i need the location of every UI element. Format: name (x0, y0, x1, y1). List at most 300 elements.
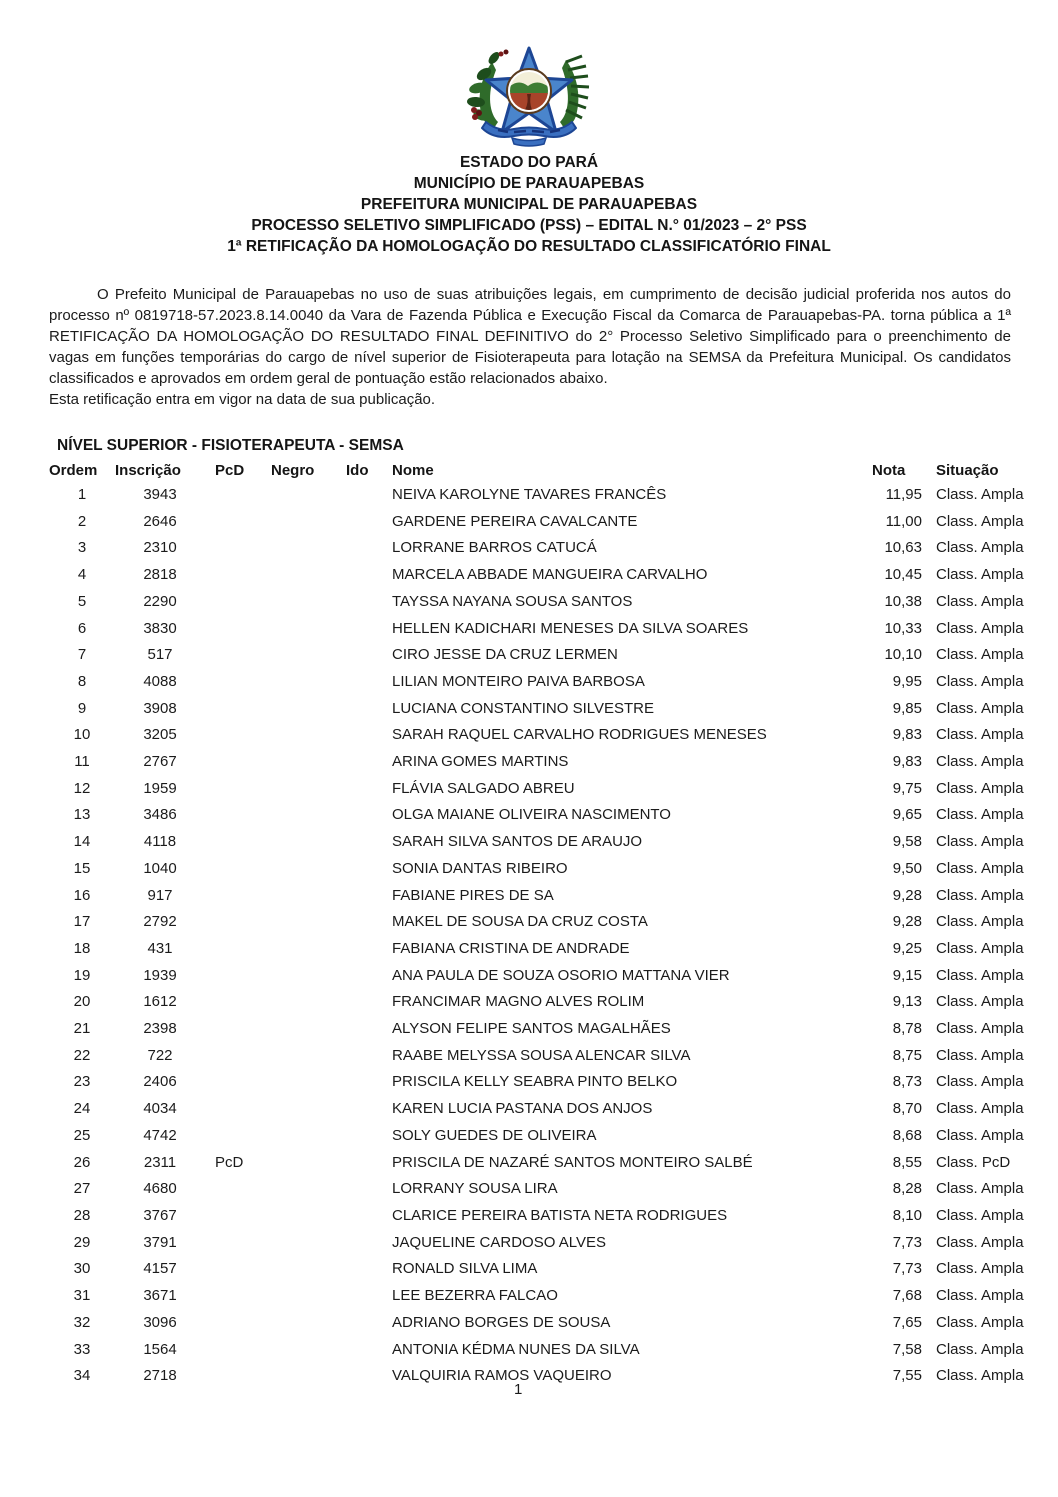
cell-ido (337, 722, 386, 749)
cell-ido (337, 509, 386, 536)
cell-situacao: Class. Ampla (936, 1100, 1024, 1118)
cell-situacao: Class. Ampla (936, 1233, 1024, 1251)
cell-negro (265, 616, 337, 643)
cell-ido (337, 1337, 386, 1364)
header-line-retificacao: 1ª RETIFICAÇÃO DA HOMOLOGAÇÃO DO RESULTADO CLASSIFICATÓRIO FINAL (227, 238, 831, 255)
table-row (49, 936, 1058, 963)
cell-inscricao: 4680 (143, 1180, 177, 1198)
cell-ido (337, 562, 386, 589)
cell-ido (337, 936, 386, 963)
cell-situacao: Class. Ampla (936, 913, 1024, 931)
cell-nota: 9,95 (892, 672, 922, 690)
cell-negro (265, 1043, 337, 1070)
cell-negro (265, 909, 337, 936)
table-row (49, 1150, 1058, 1177)
table-row (49, 642, 1058, 669)
cell-pcd (205, 909, 265, 936)
cell-ordem: 2 (77, 512, 87, 530)
cell-ido (337, 589, 386, 616)
document-header (0, 152, 1058, 257)
cell-inscricao: 1040 (143, 859, 177, 877)
table-row (49, 776, 1058, 803)
cell-nota: 11,00 (885, 512, 922, 530)
emblem-circle-icon (507, 69, 551, 113)
cell-negro (265, 1310, 337, 1337)
cell-inscricao: 2718 (143, 1367, 177, 1385)
table-row (49, 722, 1058, 749)
cell-inscricao: 3908 (143, 699, 177, 717)
cell-nota: 7,65 (892, 1313, 922, 1331)
cell-situacao: Class. Ampla (936, 1180, 1024, 1198)
cell-nota: 9,15 (892, 966, 922, 984)
cell-nota: 8,68 (892, 1126, 922, 1144)
cell-nome: MAKEL DE SOUSA DA CRUZ COSTA (392, 913, 648, 931)
cell-ordem: 21 (73, 1020, 91, 1038)
cell-situacao: Class. Ampla (936, 1126, 1024, 1144)
cell-nota: 10,45 (884, 566, 922, 584)
cell-pcd (205, 1283, 265, 1310)
cell-nota: 10,63 (884, 539, 922, 557)
table-row (49, 1256, 1058, 1283)
cell-ordem: 4 (77, 566, 87, 584)
cell-nome: CLARICE PEREIRA BATISTA NETA RODRIGUES (392, 1206, 728, 1224)
cell-nome: SARAH SILVA SANTOS DE ARAUJO (392, 833, 643, 851)
cell-ido (337, 1176, 386, 1203)
cell-nota: 7,55 (892, 1367, 922, 1385)
cell-nome: SARAH RAQUEL CARVALHO RODRIGUES MENESES (392, 726, 767, 744)
cell-nota: 9,28 (892, 913, 922, 931)
cell-nome: ARINA GOMES MARTINS (392, 753, 569, 771)
cell-inscricao: 4157 (143, 1260, 177, 1278)
cell-situacao: Class. Ampla (936, 939, 1024, 957)
cell-nota: 9,83 (892, 753, 922, 771)
cell-negro (265, 642, 337, 669)
cell-pcd (205, 669, 265, 696)
cell-inscricao: 2406 (143, 1073, 177, 1091)
cell-ordem: 5 (77, 592, 87, 610)
cell-ordem: 7 (77, 646, 87, 664)
table-row (49, 883, 1058, 910)
cell-ido (337, 642, 386, 669)
cell-negro (265, 669, 337, 696)
table-row (49, 989, 1058, 1016)
cell-inscricao: 4118 (143, 833, 177, 851)
table-row (49, 963, 1058, 990)
cell-ido (337, 883, 386, 910)
cell-inscricao: 4034 (143, 1100, 177, 1118)
cell-ordem: 8 (77, 672, 87, 690)
header-line-processo: PROCESSO SELETIVO SIMPLIFICADO (PSS) – EDITAL N.° 01/2023 – 2° PSS (251, 217, 807, 234)
table-row (49, 696, 1058, 723)
cell-situacao: Class. Ampla (936, 886, 1024, 904)
table-row (49, 1310, 1058, 1337)
cell-ordem: 14 (73, 833, 91, 851)
cell-inscricao: 1959 (143, 779, 177, 797)
table-row (49, 1069, 1058, 1096)
cell-ordem: 12 (73, 779, 91, 797)
cell-negro (265, 509, 337, 536)
cell-ordem: 3 (77, 539, 87, 557)
cell-ordem: 15 (73, 859, 91, 877)
table-row (49, 1016, 1058, 1043)
cell-pcd (205, 829, 265, 856)
cell-nome: LORRANY SOUSA LIRA (392, 1180, 558, 1198)
cell-ordem: 34 (73, 1367, 91, 1385)
cell-negro (265, 883, 337, 910)
table-row (49, 1230, 1058, 1257)
cell-inscricao: 3205 (143, 726, 177, 744)
cell-inscricao: 2767 (143, 753, 177, 771)
cell-situacao: Class. Ampla (936, 1073, 1024, 1091)
cell-nome: FRANCIMAR MAGNO ALVES ROLIM (392, 993, 645, 1011)
cell-situacao: Class. Ampla (936, 1206, 1024, 1224)
cell-nome: KAREN LUCIA PASTANA DOS ANJOS (392, 1100, 653, 1118)
page-number: 1 (514, 1381, 523, 1398)
cell-nota: 9,13 (892, 993, 922, 1011)
cell-inscricao: 3671 (143, 1287, 177, 1305)
cell-nota: 10,10 (884, 646, 922, 664)
table-row (49, 749, 1058, 776)
cell-inscricao: 3830 (143, 619, 177, 637)
header-line-municipio: MUNICÍPIO DE PARAUAPEBAS (413, 175, 645, 192)
table-row (49, 535, 1058, 562)
cell-ido (337, 1310, 386, 1337)
cell-ordem: 28 (73, 1206, 91, 1224)
cell-ido (337, 1203, 386, 1230)
table-row (49, 1176, 1058, 1203)
table-row (49, 856, 1058, 883)
cell-negro (265, 562, 337, 589)
cell-ordem: 32 (73, 1313, 91, 1331)
cell-ido (337, 829, 386, 856)
results-table (49, 459, 1058, 1390)
cell-situacao: Class. Ampla (936, 512, 1024, 530)
cell-ordem: 30 (73, 1260, 91, 1278)
cell-ido (337, 1150, 386, 1177)
cell-situacao: Class. Ampla (936, 779, 1024, 797)
cell-ido (337, 696, 386, 723)
cell-inscricao: 2646 (143, 512, 177, 530)
cell-pcd (205, 1310, 265, 1337)
cell-situacao: Class. Ampla (936, 726, 1024, 744)
cell-pcd (205, 1123, 265, 1150)
cell-nome: LILIAN MONTEIRO PAIVA BARBOSA (392, 672, 645, 690)
cell-inscricao: 2818 (143, 566, 177, 584)
cell-pcd (205, 1043, 265, 1070)
cell-negro (265, 963, 337, 990)
cell-pcd (205, 1016, 265, 1043)
cell-situacao: Class. Ampla (936, 753, 1024, 771)
cell-ido (337, 1363, 386, 1390)
cell-pcd (205, 802, 265, 829)
cell-nota: 10,33 (884, 619, 922, 637)
cell-ido (337, 1230, 386, 1257)
cell-nome: MARCELA ABBADE MANGUEIRA CARVALHO (392, 566, 708, 584)
cell-ido (337, 535, 386, 562)
cell-nome: JAQUELINE CARDOSO ALVES (392, 1233, 606, 1251)
cell-ido (337, 1016, 386, 1043)
cell-negro (265, 989, 337, 1016)
cell-situacao: Class. Ampla (936, 646, 1024, 664)
cell-nome: ALYSON FELIPE SANTOS MAGALHÃES (392, 1020, 671, 1038)
cell-nota: 8,28 (892, 1180, 922, 1198)
cell-situacao: Class. Ampla (936, 993, 1024, 1011)
cell-pcd (205, 642, 265, 669)
cell-nota: 8,55 (892, 1153, 922, 1171)
table-row (49, 482, 1058, 509)
cell-nome: GARDENE PEREIRA CAVALCANTE (392, 512, 638, 530)
cell-inscricao: 4742 (143, 1126, 177, 1144)
cell-nota: 7,68 (892, 1287, 922, 1305)
cell-negro (265, 482, 337, 509)
right-branch-icon (560, 56, 589, 128)
cell-nota: 8,73 (892, 1073, 922, 1091)
cell-situacao: Class. Ampla (936, 1020, 1024, 1038)
cell-ido (337, 1096, 386, 1123)
cell-nome: LUCIANA CONSTANTINO SILVESTRE (392, 699, 654, 717)
header-line-prefeitura: PREFEITURA MUNICIPAL DE PARAUAPEBAS (360, 196, 698, 213)
cell-negro (265, 1203, 337, 1230)
cell-ido (337, 802, 386, 829)
cell-nota: 8,78 (892, 1020, 922, 1038)
table-row (49, 1043, 1058, 1070)
cell-nome: ANA PAULA DE SOUZA OSORIO MATTANA VIER (392, 966, 730, 984)
cell-inscricao: 2290 (143, 592, 177, 610)
cell-ido (337, 1043, 386, 1070)
col-header-nome: Nome (392, 462, 434, 479)
cell-ordem: 19 (73, 966, 91, 984)
cell-negro (265, 936, 337, 963)
cell-nota: 7,73 (892, 1260, 922, 1278)
cell-negro (265, 1230, 337, 1257)
cell-situacao: Class. Ampla (936, 672, 1024, 690)
cell-inscricao: 2311 (143, 1153, 177, 1171)
cell-ordem: 17 (73, 913, 91, 931)
cell-negro (265, 1150, 337, 1177)
cell-nome: FABIANA CRISTINA DE ANDRADE (392, 939, 630, 957)
cell-nota: 9,50 (892, 859, 922, 877)
cell-pcd (205, 1069, 265, 1096)
cell-ido (337, 1069, 386, 1096)
cell-pcd (205, 883, 265, 910)
cell-pcd (205, 482, 265, 509)
cell-situacao: Class. Ampla (936, 699, 1024, 717)
cell-pcd (205, 1363, 265, 1390)
cell-nome: ADRIANO BORGES DE SOUSA (392, 1313, 611, 1331)
cell-inscricao: 431 (147, 939, 173, 957)
cell-nota: 9,83 (892, 726, 922, 744)
cell-ordem: 23 (73, 1073, 91, 1091)
cell-inscricao: 1939 (143, 966, 177, 984)
cell-situacao: Class. Ampla (936, 1340, 1024, 1358)
cell-nome: PRISCILA DE NAZARÉ SANTOS MONTEIRO SALBÉ (392, 1153, 753, 1171)
col-header-inscricao: Inscrição (115, 462, 181, 479)
col-header-ordem: Ordem (49, 462, 98, 479)
cell-nome: NEIVA KAROLYNE TAVARES FRANCÊS (392, 486, 667, 503)
cell-nome: FLÁVIA SALGADO ABREU (392, 779, 575, 797)
cell-pcd (205, 936, 265, 963)
cell-negro (265, 1363, 337, 1390)
cell-negro (265, 749, 337, 776)
cell-nome: SOLY GUEDES DE OLIVEIRA (392, 1126, 597, 1144)
cell-ordem: 11 (74, 753, 90, 771)
cell-negro (265, 1176, 337, 1203)
cell-ido (337, 1256, 386, 1283)
cell-inscricao: 2310 (143, 539, 177, 557)
cell-nota: 10,38 (884, 592, 922, 610)
table-row (49, 616, 1058, 643)
cell-pcd (205, 1203, 265, 1230)
cell-situacao: Class. Ampla (936, 539, 1024, 557)
table-row (49, 1096, 1058, 1123)
cell-pcd (205, 562, 265, 589)
cell-situacao: Class. Ampla (936, 859, 1024, 877)
cell-pcd (205, 1256, 265, 1283)
cell-nota: 8,75 (892, 1046, 922, 1064)
cell-inscricao: 3096 (143, 1313, 177, 1331)
cell-ordem: 22 (73, 1046, 91, 1064)
cell-nota: 9,58 (892, 833, 922, 851)
cell-ido (337, 856, 386, 883)
col-header-pcd: PcD (215, 462, 245, 479)
cell-situacao: Class. Ampla (936, 806, 1024, 824)
cell-situacao: Class. Ampla (936, 592, 1024, 610)
cell-nome: FABIANE PIRES DE SA (392, 886, 554, 904)
cell-inscricao: 517 (147, 646, 173, 664)
cell-nome: TAYSSA NAYANA SOUSA SANTOS (392, 592, 633, 610)
table-row (49, 1123, 1058, 1150)
table-row (49, 802, 1058, 829)
cell-negro (265, 696, 337, 723)
col-header-situacao: Situação (936, 462, 999, 479)
cell-situacao: Class. Ampla (936, 1367, 1024, 1385)
cell-ordem: 29 (73, 1233, 91, 1251)
cell-situacao: Class. Ampla (936, 566, 1024, 584)
cell-ordem: 26 (73, 1153, 91, 1171)
cell-pcd (205, 1096, 265, 1123)
results-table-header (49, 459, 1058, 482)
cell-nota: 9,25 (892, 939, 922, 957)
cell-situacao: Class. Ampla (936, 1313, 1024, 1331)
cell-pcd (205, 776, 265, 803)
cell-pcd (205, 722, 265, 749)
cell-ordem: 25 (73, 1126, 91, 1144)
cell-ido (337, 482, 386, 509)
table-row (49, 589, 1058, 616)
cell-inscricao: 2792 (143, 913, 177, 931)
col-header-nota: Nota (872, 462, 906, 479)
cell-negro (265, 722, 337, 749)
cell-nome: OLGA MAIANE OLIVEIRA NASCIMENTO (392, 806, 671, 824)
cell-nota: 8,70 (892, 1100, 922, 1118)
header-row (49, 459, 1058, 482)
table-row (49, 909, 1058, 936)
cell-situacao: Class. Ampla (936, 1260, 1024, 1278)
cell-ido (337, 776, 386, 803)
cell-nome: LORRANE BARROS CATUCÁ (392, 539, 597, 557)
cell-ordem: 9 (77, 699, 87, 717)
cell-nota: 7,58 (892, 1340, 922, 1358)
cell-nota: 9,75 (892, 779, 922, 797)
cell-negro (265, 535, 337, 562)
cell-inscricao: 3767 (143, 1206, 177, 1224)
cell-nota: 9,85 (892, 699, 922, 717)
cell-inscricao: 1612 (143, 993, 177, 1011)
cell-ido (337, 963, 386, 990)
cell-ido (337, 989, 386, 1016)
cell-ordem: 10 (73, 726, 91, 744)
cell-pcd (205, 963, 265, 990)
cell-situacao: Class. Ampla (936, 1287, 1024, 1305)
cell-negro (265, 776, 337, 803)
cell-nota: 9,65 (892, 806, 922, 824)
table-row (49, 669, 1058, 696)
cell-negro (265, 1069, 337, 1096)
cell-inscricao: 3943 (143, 486, 177, 503)
cell-situacao: Class. PcD (936, 1153, 1011, 1171)
cell-nome: RAABE MELYSSA SOUSA ALENCAR SILVA (392, 1046, 691, 1064)
table-row (49, 1337, 1058, 1364)
cell-ido (337, 669, 386, 696)
cell-ido (337, 909, 386, 936)
cell-negro (265, 1337, 337, 1364)
cell-nome: VALQUIRIA RAMOS VAQUEIRO (392, 1367, 612, 1385)
cell-negro (265, 1283, 337, 1310)
cell-inscricao: 3791 (143, 1233, 177, 1251)
cell-ido (337, 1123, 386, 1150)
cell-negro (265, 1256, 337, 1283)
col-header-ido: Ido (346, 462, 369, 479)
parauapebas-coat-of-arms-icon (454, 44, 604, 150)
results-table-body (49, 482, 1058, 1390)
cell-nome: CIRO JESSE DA CRUZ LERMEN (392, 646, 618, 664)
cell-nome: PRISCILA KELLY SEABRA PINTO BELKO (392, 1073, 678, 1091)
cell-ordem: 24 (73, 1100, 91, 1118)
header-line-state: ESTADO DO PARÁ (459, 154, 599, 171)
cell-inscricao: 2398 (143, 1020, 177, 1038)
cell-pcd (205, 589, 265, 616)
cell-negro (265, 1123, 337, 1150)
cell-pcd (205, 509, 265, 536)
cell-ordem: 18 (73, 939, 91, 957)
cell-ordem: 33 (73, 1340, 91, 1358)
document-body (49, 284, 1011, 410)
cell-situacao: Class. Ampla (936, 833, 1024, 851)
cell-ordem: 31 (73, 1287, 91, 1305)
cell-negro (265, 856, 337, 883)
cell-pcd: PcD (215, 1153, 244, 1171)
cell-ido (337, 1283, 386, 1310)
cell-pcd (205, 1230, 265, 1257)
cell-negro (265, 802, 337, 829)
cell-inscricao: 722 (147, 1046, 173, 1064)
cell-pcd (205, 989, 265, 1016)
cell-pcd (205, 696, 265, 723)
cell-inscricao: 3486 (143, 806, 177, 824)
cell-pcd (205, 749, 265, 776)
cell-nome: SONIA DANTAS RIBEIRO (392, 859, 568, 877)
cell-inscricao: 1564 (143, 1340, 177, 1358)
cell-inscricao: 917 (147, 886, 173, 904)
cell-nome: HELLEN KADICHARI MENESES DA SILVA SOARES (392, 619, 749, 637)
cell-pcd (205, 1337, 265, 1364)
cell-ordem: 6 (77, 619, 87, 637)
cell-ordem: 13 (73, 806, 91, 824)
cell-nota: 7,73 (892, 1233, 922, 1251)
col-header-negro: Negro (271, 462, 315, 479)
table-row (49, 562, 1058, 589)
cell-situacao: Class. Ampla (936, 1046, 1024, 1064)
